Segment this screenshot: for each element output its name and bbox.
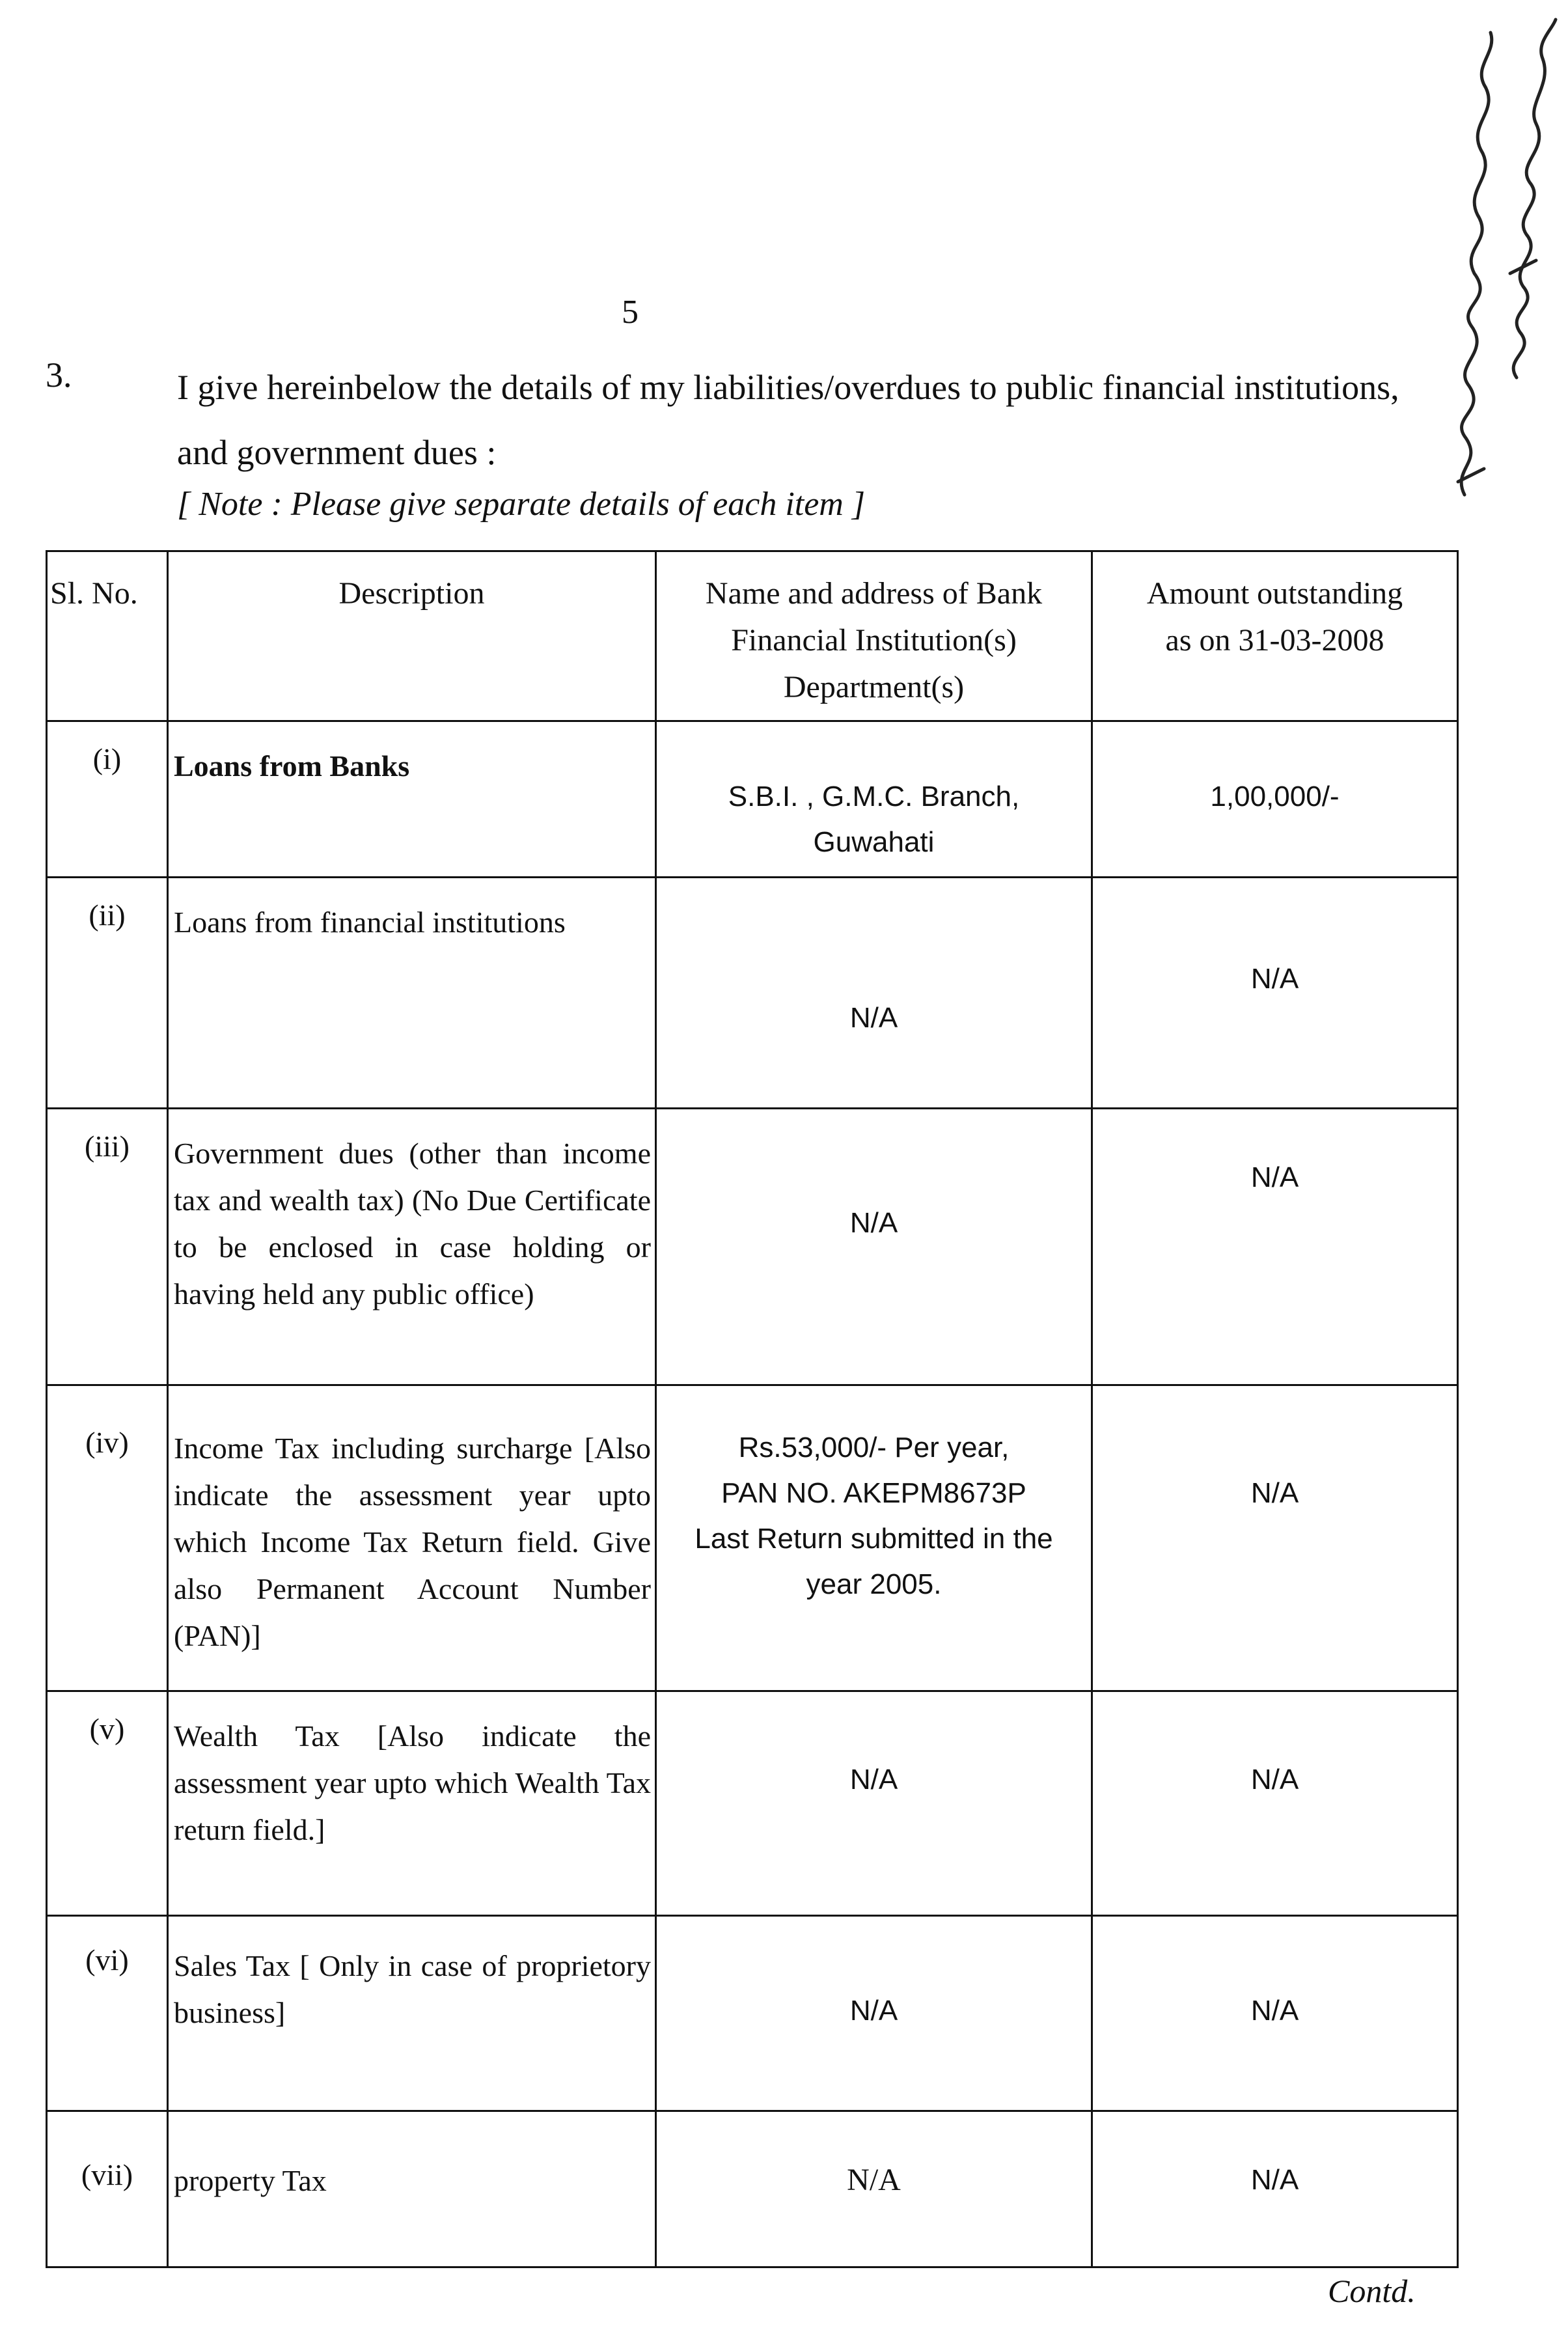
row-bank-line: Guwahati (813, 826, 935, 858)
row-amount: N/A (1092, 878, 1458, 1109)
row-bank-line: Rs.53,000/- Per year, (738, 1432, 1010, 1463)
header-description-text: Description (338, 576, 485, 611)
handwritten-signature (1438, 13, 1562, 508)
page-number: 5 (622, 294, 639, 331)
header-amount-line: Amount outstanding (1146, 576, 1403, 611)
table-row (47, 721, 1458, 878)
row-description: Income Tax including surcharge [Also indicate the assessment year upto which Income Tax Return field. Give also Permanent Account Number (PAN)] (168, 1385, 656, 1691)
header-amount-line: as on 31-03-2008 (1165, 623, 1384, 658)
row-sl: (vi) (47, 1916, 168, 2111)
row-amount: N/A (1092, 1109, 1458, 1385)
header-sl-no-text: Sl. No. (50, 576, 138, 611)
row-bank: N/A (656, 1109, 1092, 1385)
row-sl: (iii) (47, 1109, 168, 1385)
table-row (47, 878, 1458, 1109)
header-description (168, 551, 656, 721)
row-bank-line: year 2005. (806, 1568, 942, 1600)
header-bank-line: Financial Institution(s) (731, 623, 1017, 658)
row-sl: (vii) (47, 2111, 168, 2267)
row-amount: N/A (1092, 2111, 1458, 2267)
row-sl: (i) (47, 721, 168, 878)
header-bank (656, 551, 1092, 721)
header-bank-line: Department(s) (783, 670, 965, 704)
row-sl: (iv) (47, 1385, 168, 1691)
row-sl: (ii) (47, 878, 168, 1109)
section-intro: I give hereinbelow the details of my liabilities/overdues to public financial institutions, and government dues : (177, 368, 1399, 472)
row-bank: N/A (656, 1691, 1092, 1916)
row-bank: N/A (656, 878, 1092, 1109)
row-sl: (v) (47, 1691, 168, 1916)
row-bank-line: S.B.I. , G.M.C. Branch, (728, 781, 1020, 812)
row-description (168, 721, 656, 878)
table-row (47, 1385, 1458, 1691)
row-bank-line: PAN NO. AKEPM8673P (721, 1477, 1026, 1509)
row-amount: N/A (1092, 1691, 1458, 1916)
row-bank (656, 721, 1092, 878)
row-bank-line: Last Return submitted in the (695, 1523, 1053, 1555)
row-bank: N/A (656, 1916, 1092, 2111)
row-bank (656, 1385, 1092, 1691)
table-row (47, 1916, 1458, 2111)
row-bank: N/A (656, 2111, 1092, 2267)
row-description-text: Loans from Banks (174, 749, 410, 783)
row-amount: N/A (1092, 1916, 1458, 2111)
row-description: Sales Tax [ Only in case of proprietory business] (168, 1916, 656, 2111)
section-note: [ Note : Please give separate details of each item ] (177, 486, 866, 523)
header-bank-line: Name and address of Bank (705, 576, 1043, 611)
row-description: Wealth Tax [Also indicate the assessment year upto which Wealth Tax return field.] (168, 1691, 656, 1916)
table-header-row (47, 551, 1458, 721)
liabilities-table (46, 550, 1459, 2268)
continued-label: Contd. (1328, 2273, 1416, 2309)
table-row (47, 1691, 1458, 1916)
row-amount: 1,00,000/- (1092, 721, 1458, 878)
row-amount: N/A (1092, 1385, 1458, 1691)
row-description: property Tax (168, 2111, 656, 2267)
table-row (47, 1109, 1458, 1385)
table-row (47, 2111, 1458, 2267)
row-description: Loans from financial institutions (168, 878, 656, 1109)
header-amount (1092, 551, 1458, 721)
row-description: Government dues (other than income tax and wealth tax) (No Due Certificate to be enclosed in case holding or having held any public office) (168, 1109, 656, 1385)
header-sl-no (47, 551, 168, 721)
section-number: 3. (46, 355, 72, 395)
